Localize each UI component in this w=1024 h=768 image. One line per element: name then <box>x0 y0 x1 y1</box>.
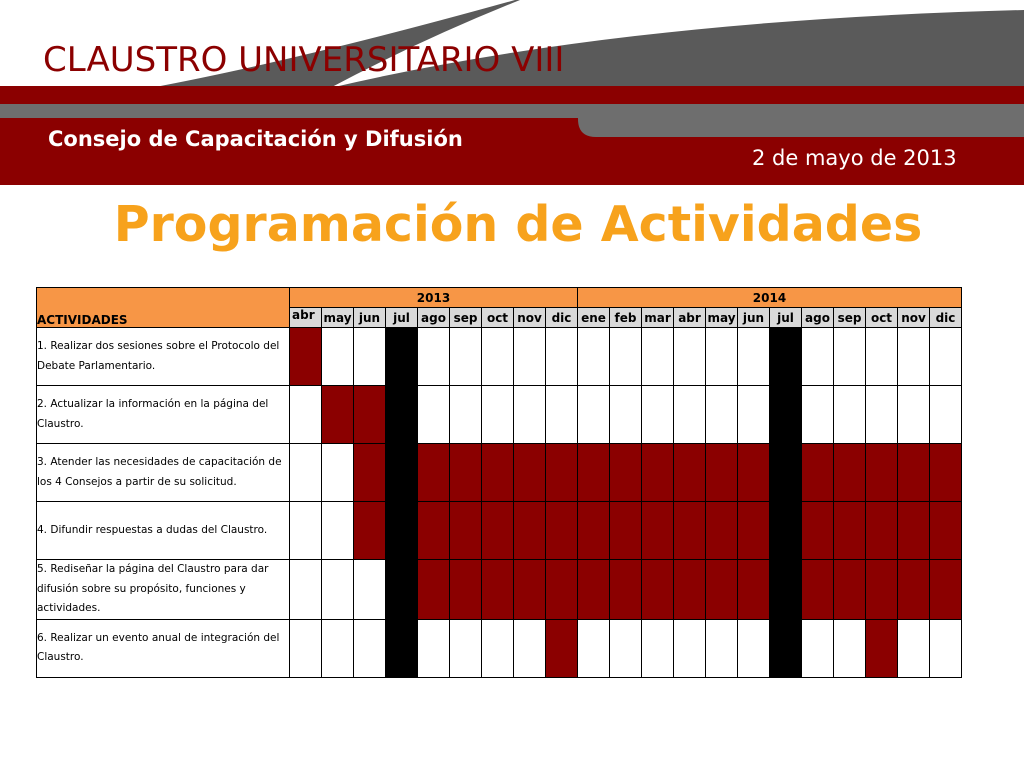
scheduled-cell <box>802 502 834 560</box>
year-header-row <box>37 288 962 308</box>
scheduled-cell <box>482 560 514 620</box>
month-header: dic <box>546 308 578 328</box>
scheduled-cell <box>578 560 610 620</box>
vacation-cell <box>386 386 418 444</box>
scheduled-cell <box>706 560 738 620</box>
vacation-cell <box>386 328 418 386</box>
scheduled-cell <box>706 444 738 502</box>
scheduled-cell <box>834 560 866 620</box>
schedule-cell <box>290 619 322 677</box>
vacation-cell <box>770 328 802 386</box>
schedule-cell <box>450 328 482 386</box>
scheduled-cell <box>610 444 642 502</box>
month-header: jul <box>770 308 802 328</box>
scheduled-cell <box>578 444 610 502</box>
schedule-cell <box>610 386 642 444</box>
vacation-cell <box>770 502 802 560</box>
activity-row <box>37 502 962 560</box>
activity-row <box>37 619 962 677</box>
scheduled-cell <box>642 502 674 560</box>
scheduled-cell <box>450 560 482 620</box>
scheduled-cell <box>866 502 898 560</box>
vacation-cell <box>386 502 418 560</box>
scheduled-cell <box>674 502 706 560</box>
schedule-cell <box>898 328 930 386</box>
vacation-cell <box>386 560 418 620</box>
month-header: abr <box>674 308 706 328</box>
scheduled-cell <box>546 560 578 620</box>
schedule-cell <box>642 386 674 444</box>
main-title: CLAUSTRO UNIVERSITARIO VIII <box>43 40 565 80</box>
scheduled-cell <box>930 560 962 620</box>
activities-header: ACTIVIDADES <box>37 288 290 328</box>
scheduled-cell <box>322 386 354 444</box>
vacation-cell <box>770 619 802 677</box>
year-header: 2013 <box>290 288 578 308</box>
schedule-cell <box>706 386 738 444</box>
schedule-cell <box>322 444 354 502</box>
activity-row <box>37 386 962 444</box>
scheduled-cell <box>898 560 930 620</box>
month-header: may <box>322 308 354 328</box>
schedule-cell <box>450 386 482 444</box>
schedule-cell <box>898 386 930 444</box>
schedule-cell <box>418 386 450 444</box>
scheduled-cell <box>834 502 866 560</box>
schedule-cell <box>322 328 354 386</box>
schedule-cell <box>578 386 610 444</box>
schedule-cell <box>802 386 834 444</box>
schedule-cell <box>290 444 322 502</box>
month-header: ago <box>802 308 834 328</box>
scheduled-cell <box>866 560 898 620</box>
scheduled-cell <box>898 444 930 502</box>
scheduled-cell <box>482 444 514 502</box>
month-header: jun <box>738 308 770 328</box>
activity-label: 3. Atender las necesidades de capacitación de los 4 Consejos a partir de su solicitud. <box>37 444 290 502</box>
schedule-cell <box>642 328 674 386</box>
scheduled-cell <box>546 502 578 560</box>
schedule-cell <box>802 619 834 677</box>
scheduled-cell <box>674 560 706 620</box>
schedule-cell <box>930 619 962 677</box>
scheduled-cell <box>578 502 610 560</box>
schedule-cell <box>482 328 514 386</box>
schedule-cell <box>546 328 578 386</box>
year-header: 2014 <box>578 288 962 308</box>
month-header: sep <box>834 308 866 328</box>
schedule-cell <box>546 386 578 444</box>
scheduled-cell <box>930 502 962 560</box>
month-header: dic <box>930 308 962 328</box>
schedule-cell <box>930 328 962 386</box>
activity-label: 2. Actualizar la información en la página del Claustro. <box>37 386 290 444</box>
schedule-cell <box>290 560 322 620</box>
month-header: ene <box>578 308 610 328</box>
schedule-cell <box>866 328 898 386</box>
schedule-cell <box>642 619 674 677</box>
schedule-cell <box>674 619 706 677</box>
schedule-cell <box>322 560 354 620</box>
scheduled-cell <box>514 502 546 560</box>
schedule-cell <box>418 619 450 677</box>
schedule-cell <box>706 619 738 677</box>
schedule-cell <box>354 560 386 620</box>
vacation-cell <box>386 619 418 677</box>
schedule-cell <box>514 386 546 444</box>
scheduled-cell <box>450 444 482 502</box>
month-header: feb <box>610 308 642 328</box>
schedule-cell <box>610 328 642 386</box>
scheduled-cell <box>482 502 514 560</box>
activity-label: 5. Rediseñar la página del Claustro para dar difusión sobre su propósito, funciones y actividades. <box>37 560 290 620</box>
schedule-cell <box>290 502 322 560</box>
vacation-cell <box>386 444 418 502</box>
scheduled-cell <box>738 560 770 620</box>
activity-label: 6. Realizar un evento anual de integración del Claustro. <box>37 619 290 677</box>
schedule-cell <box>578 328 610 386</box>
schedule-cell <box>834 386 866 444</box>
schedule-cell <box>290 386 322 444</box>
vacation-cell <box>770 444 802 502</box>
date-label: 2 de mayo de 2013 <box>752 146 957 170</box>
scheduled-cell <box>290 328 322 386</box>
schedule-cell <box>834 328 866 386</box>
scheduled-cell <box>418 560 450 620</box>
schedule-cell <box>898 619 930 677</box>
scheduled-cell <box>738 444 770 502</box>
schedule-cell <box>706 328 738 386</box>
month-header: ago <box>418 308 450 328</box>
month-header: sep <box>450 308 482 328</box>
activity-row <box>37 444 962 502</box>
scheduled-cell <box>418 502 450 560</box>
month-header: jun <box>354 308 386 328</box>
scheduled-cell <box>610 502 642 560</box>
scheduled-cell <box>674 444 706 502</box>
slide-header <box>0 0 1024 185</box>
schedule-cell <box>674 328 706 386</box>
scheduled-cell <box>802 444 834 502</box>
scheduled-cell <box>418 444 450 502</box>
schedule-cell <box>514 328 546 386</box>
scheduled-cell <box>610 560 642 620</box>
month-header: nov <box>898 308 930 328</box>
scheduled-cell <box>642 560 674 620</box>
schedule-cell <box>354 328 386 386</box>
subtitle: Consejo de Capacitación y Difusión <box>48 127 463 151</box>
page-title: Programación de Actividades <box>113 196 923 253</box>
month-header: oct <box>866 308 898 328</box>
schedule-cell <box>450 619 482 677</box>
scheduled-cell <box>642 444 674 502</box>
scheduled-cell <box>354 444 386 502</box>
schedule-cell <box>418 328 450 386</box>
scheduled-cell <box>354 386 386 444</box>
scheduled-cell <box>546 619 578 677</box>
schedule-cell <box>834 619 866 677</box>
scheduled-cell <box>866 444 898 502</box>
scheduled-cell <box>514 560 546 620</box>
scheduled-cell <box>450 502 482 560</box>
scheduled-cell <box>514 444 546 502</box>
activity-row <box>37 328 962 386</box>
scheduled-cell <box>354 502 386 560</box>
vacation-cell <box>770 386 802 444</box>
month-header: abr <box>290 308 322 328</box>
schedule-cell <box>866 386 898 444</box>
schedule-cell <box>578 619 610 677</box>
scheduled-cell <box>930 444 962 502</box>
schedule-cell <box>482 619 514 677</box>
month-header: oct <box>482 308 514 328</box>
activity-label: 4. Difundir respuestas a dudas del Claustro. <box>37 502 290 560</box>
scheduled-cell <box>738 502 770 560</box>
schedule-cell <box>610 619 642 677</box>
scheduled-cell <box>834 444 866 502</box>
scheduled-cell <box>802 560 834 620</box>
schedule-cell <box>738 619 770 677</box>
scheduled-cell <box>706 502 738 560</box>
scheduled-cell <box>546 444 578 502</box>
activity-label: 1. Realizar dos sesiones sobre el Protocolo del Debate Parlamentario. <box>37 328 290 386</box>
activity-schedule-table <box>36 287 962 678</box>
schedule-cell <box>802 328 834 386</box>
schedule-cell <box>322 619 354 677</box>
schedule-cell <box>482 386 514 444</box>
schedule-cell <box>322 502 354 560</box>
scheduled-cell <box>898 502 930 560</box>
schedule-cell <box>930 386 962 444</box>
schedule-cell <box>674 386 706 444</box>
schedule-cell <box>514 619 546 677</box>
schedule-cell <box>354 619 386 677</box>
activity-row <box>37 560 962 620</box>
month-header: may <box>706 308 738 328</box>
vacation-cell <box>770 560 802 620</box>
schedule-cell <box>738 386 770 444</box>
month-header: jul <box>386 308 418 328</box>
month-header: nov <box>514 308 546 328</box>
month-header: mar <box>642 308 674 328</box>
schedule-cell <box>738 328 770 386</box>
scheduled-cell <box>866 619 898 677</box>
